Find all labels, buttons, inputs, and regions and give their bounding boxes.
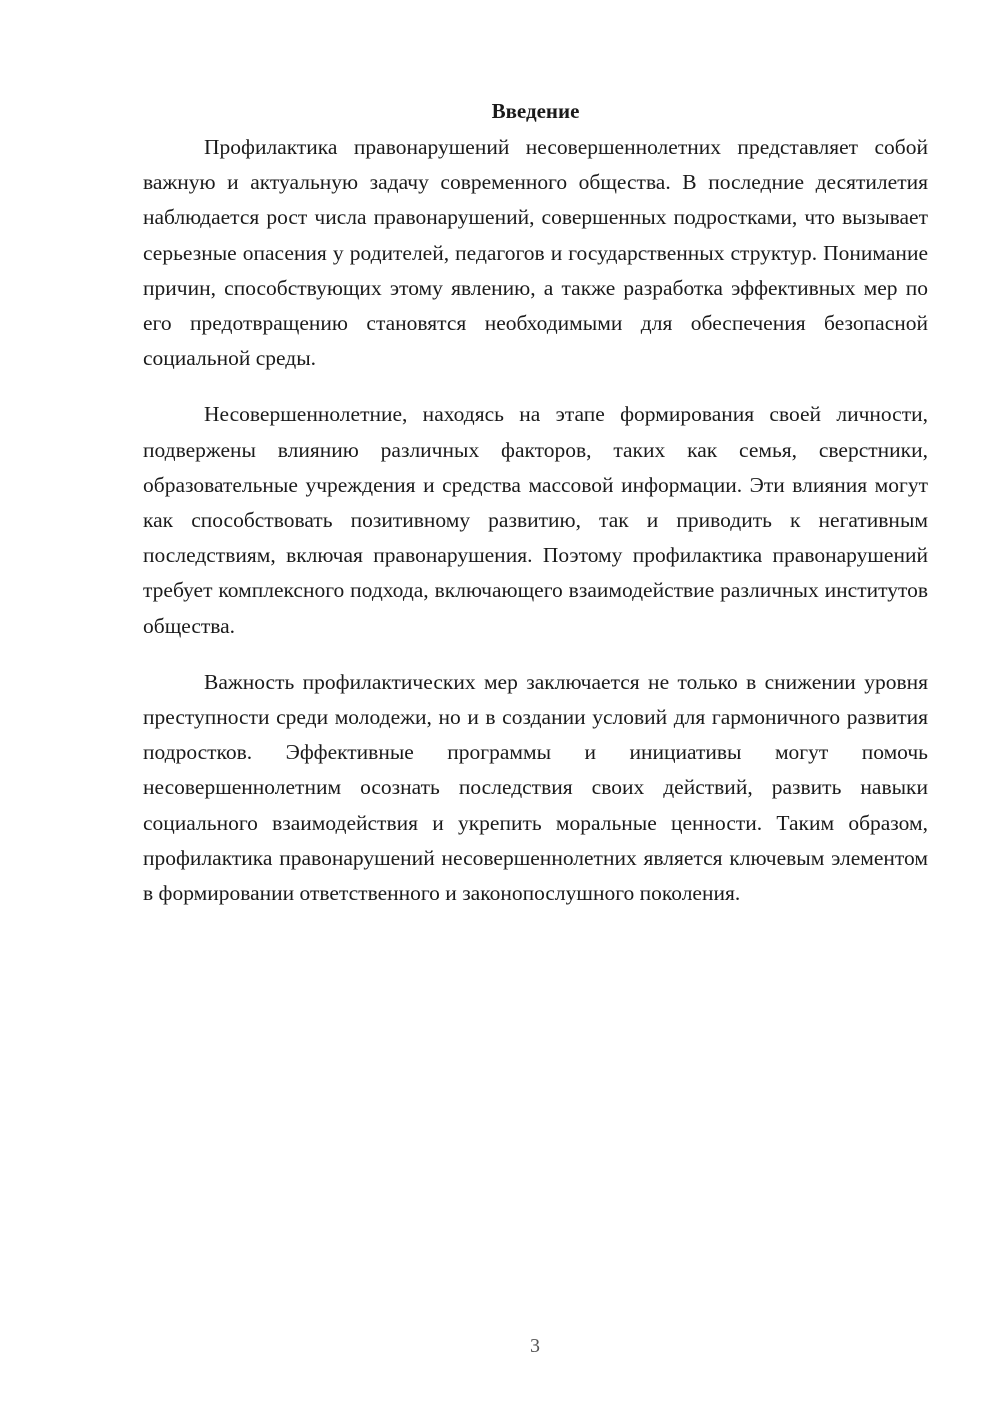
- paragraph-1: Профилактика правонарушений несовершеннолетних представляет собой важную и актуальную задачу современного общества. В последние десятилетия наблюдается рост числа правонарушений, совершенных подростками, что вызывает серьезные опасения у родителей, педагогов и государственных структур. Понимание причин, способствующих этому явлению, а также разработка эффективных мер по его предотвращению становятся необходимыми для обеспечения безопасной социальной среды.: [143, 135, 928, 371]
- section-heading: Введение: [491, 99, 580, 123]
- paragraph-3: Важность профилактических мер заключается не только в снижении уровня преступности среди молодежи, но и в создании условий для гармоничного развития подростков. Эффективные программы и инициативы могут помочь несовершеннолетним осознать последствия своих действий, развить навыки социального взаимодействия и укрепить моральные ценности. Таким образом, профилактика правонарушений несовершеннолетних является ключевым элементом в формировании ответственного и законопослушного поколения.: [143, 669, 928, 906]
- page-content: [143, 94, 928, 911]
- page-number: 3: [530, 1335, 540, 1357]
- paragraph-2: Несовершеннолетние, находясь на этапе формирования своей личности, подвержены влиянию различных факторов, таких как семья, сверстники, образовательные учреждения и средства массовой информации. Эти влияния могут как способствовать позитивному развитию, так и приводить к негативным последствиям, включая правонарушения. Поэтому профилактика правонарушений требует комплексного подхода, включающего взаимодействие различных институтов общества.: [143, 402, 928, 638]
